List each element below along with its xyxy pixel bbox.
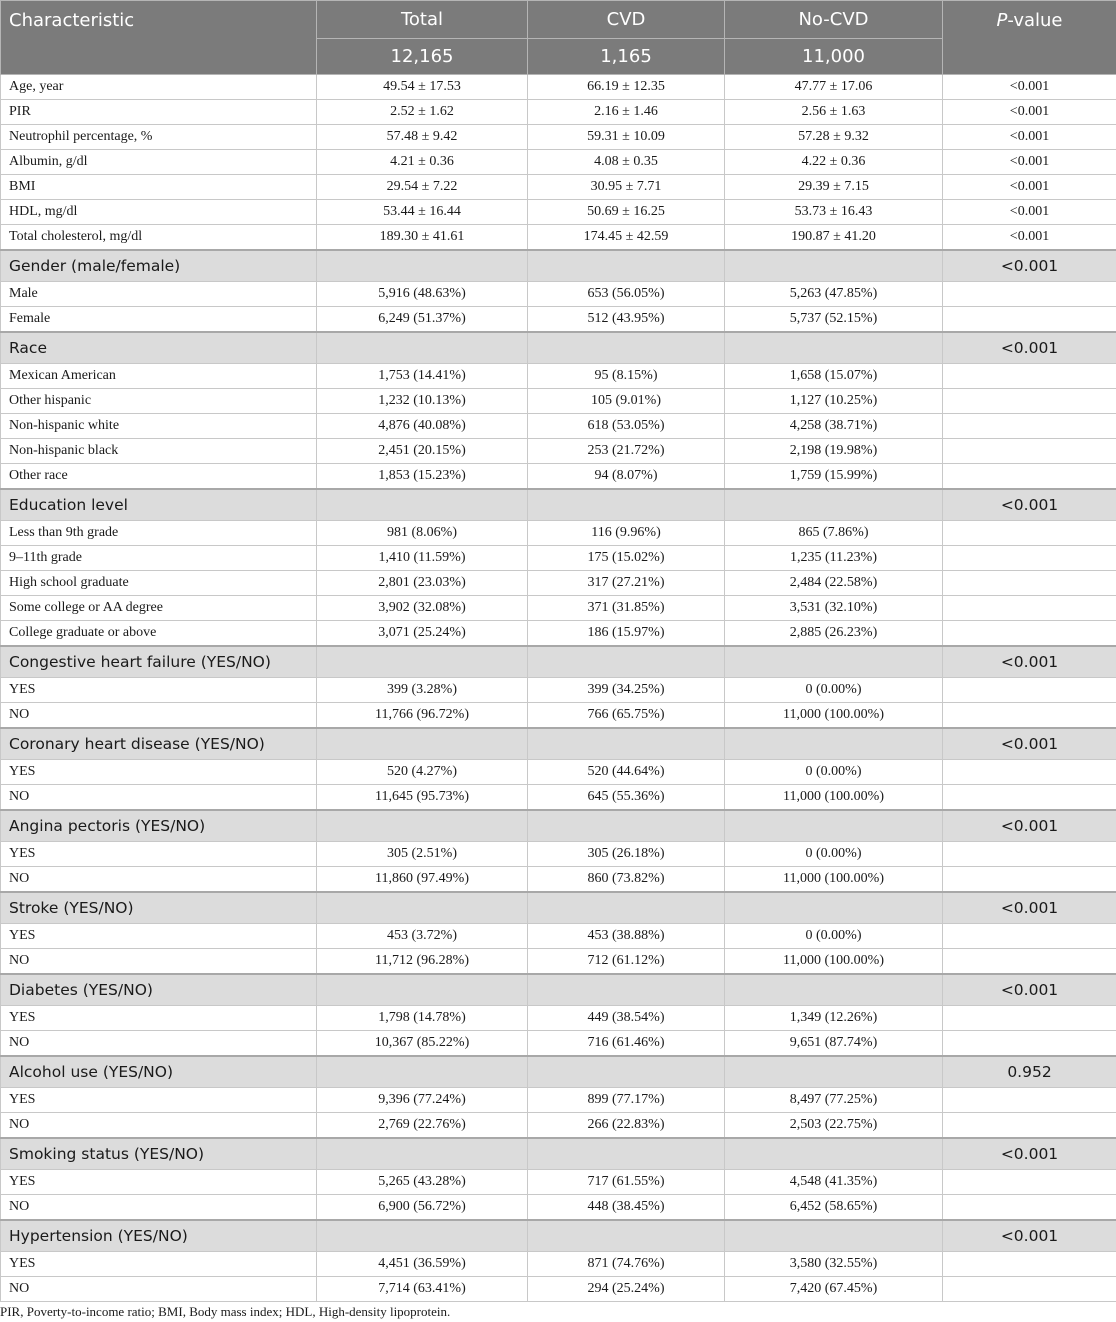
cell-no-cvd: 11,000 (100.00%) xyxy=(725,703,943,729)
cell-total: 53.44 ± 16.44 xyxy=(317,200,528,225)
cell-no-cvd: 2,198 (19.98%) xyxy=(725,439,943,464)
header-p-value xyxy=(943,1,1116,75)
cell-no-cvd: 1,127 (10.25%) xyxy=(725,389,943,414)
cell-total xyxy=(317,1138,528,1170)
cell-cvd xyxy=(528,250,725,282)
row-label: High school graduate xyxy=(1,571,317,596)
cell-no-cvd: 0 (0.00%) xyxy=(725,842,943,867)
cell-cvd: 105 (9.01%) xyxy=(528,389,725,414)
cell-no-cvd: 5,737 (52.15%) xyxy=(725,307,943,333)
section-row xyxy=(1,892,1116,924)
cell-cvd xyxy=(528,1056,725,1088)
cell-p-value xyxy=(943,546,1116,571)
cell-p-value: <0.001 xyxy=(943,125,1116,150)
row-label: BMI xyxy=(1,175,317,200)
cell-total: 4,451 (36.59%) xyxy=(317,1252,528,1277)
row-label: Stroke (YES/NO) xyxy=(1,892,317,924)
cell-p-value: <0.001 xyxy=(943,100,1116,125)
section-row xyxy=(1,1138,1116,1170)
cell-cvd: 766 (65.75%) xyxy=(528,703,725,729)
cell-total: 2.52 ± 1.62 xyxy=(317,100,528,125)
cell-p-value xyxy=(943,842,1116,867)
cell-no-cvd xyxy=(725,892,943,924)
cell-p-value xyxy=(943,1088,1116,1113)
cell-no-cvd: 6,452 (58.65%) xyxy=(725,1195,943,1221)
table-body xyxy=(1,75,1116,1302)
cell-no-cvd: 5,263 (47.85%) xyxy=(725,282,943,307)
table-row xyxy=(1,439,1116,464)
table-row xyxy=(1,703,1116,729)
cell-cvd: 30.95 ± 7.71 xyxy=(528,175,725,200)
row-label: College graduate or above xyxy=(1,621,317,647)
cell-no-cvd: 11,000 (100.00%) xyxy=(725,785,943,811)
cell-total xyxy=(317,250,528,282)
row-label: NO xyxy=(1,785,317,811)
row-label: HDL, mg/dl xyxy=(1,200,317,225)
table-row xyxy=(1,1031,1116,1057)
table-row xyxy=(1,1195,1116,1221)
cell-p-value: <0.001 xyxy=(943,250,1116,282)
cell-cvd: 186 (15.97%) xyxy=(528,621,725,647)
cell-p-value: <0.001 xyxy=(943,646,1116,678)
cell-no-cvd xyxy=(725,1138,943,1170)
cell-total: 2,801 (23.03%) xyxy=(317,571,528,596)
cell-p-value xyxy=(943,1170,1116,1195)
cell-no-cvd: 1,658 (15.07%) xyxy=(725,364,943,389)
row-label: 9–11th grade xyxy=(1,546,317,571)
cell-cvd: 712 (61.12%) xyxy=(528,949,725,975)
header-characteristic: Characteristic xyxy=(1,1,317,75)
row-label: Other hispanic xyxy=(1,389,317,414)
cell-no-cvd: 1,759 (15.99%) xyxy=(725,464,943,490)
cell-cvd: 371 (31.85%) xyxy=(528,596,725,621)
table-header xyxy=(1,1,1116,75)
row-label: Congestive heart failure (YES/NO) xyxy=(1,646,317,678)
cell-cvd: 116 (9.96%) xyxy=(528,521,725,546)
cell-cvd: 4.08 ± 0.35 xyxy=(528,150,725,175)
cell-p-value: <0.001 xyxy=(943,75,1116,100)
row-label: Gender (male/female) xyxy=(1,250,317,282)
cell-total xyxy=(317,974,528,1006)
row-label: YES xyxy=(1,678,317,703)
cell-p-value xyxy=(943,678,1116,703)
cell-total: 29.54 ± 7.22 xyxy=(317,175,528,200)
table-row xyxy=(1,867,1116,893)
table-row xyxy=(1,1113,1116,1139)
cell-cvd: 50.69 ± 16.25 xyxy=(528,200,725,225)
table-row xyxy=(1,125,1116,150)
cell-cvd: 512 (43.95%) xyxy=(528,307,725,333)
cell-total: 189.30 ± 41.61 xyxy=(317,225,528,251)
cell-cvd xyxy=(528,892,725,924)
cell-total: 1,753 (14.41%) xyxy=(317,364,528,389)
cell-p-value: <0.001 xyxy=(943,175,1116,200)
cell-cvd: 453 (38.88%) xyxy=(528,924,725,949)
cell-p-value xyxy=(943,924,1116,949)
cell-no-cvd xyxy=(725,646,943,678)
cell-no-cvd xyxy=(725,1056,943,1088)
cell-no-cvd: 2.56 ± 1.63 xyxy=(725,100,943,125)
cell-cvd: 399 (34.25%) xyxy=(528,678,725,703)
cell-p-value xyxy=(943,364,1116,389)
row-label: YES xyxy=(1,1006,317,1031)
table-row xyxy=(1,1006,1116,1031)
cell-total: 3,902 (32.08%) xyxy=(317,596,528,621)
cell-p-value: <0.001 xyxy=(943,1220,1116,1252)
cell-p-value xyxy=(943,1113,1116,1139)
cell-cvd: 305 (26.18%) xyxy=(528,842,725,867)
cell-cvd: 294 (25.24%) xyxy=(528,1277,725,1302)
table-row xyxy=(1,307,1116,333)
table-row xyxy=(1,678,1116,703)
row-label: Diabetes (YES/NO) xyxy=(1,974,317,1006)
cell-total xyxy=(317,1056,528,1088)
row-label: Smoking status (YES/NO) xyxy=(1,1138,317,1170)
cell-p-value xyxy=(943,1277,1116,1302)
table-row xyxy=(1,1170,1116,1195)
section-row xyxy=(1,646,1116,678)
cell-cvd: 448 (38.45%) xyxy=(528,1195,725,1221)
cell-no-cvd: 47.77 ± 17.06 xyxy=(725,75,943,100)
row-label: Angina pectoris (YES/NO) xyxy=(1,810,317,842)
cell-total xyxy=(317,332,528,364)
row-label: Coronary heart disease (YES/NO) xyxy=(1,728,317,760)
cell-no-cvd xyxy=(725,250,943,282)
cell-p-value xyxy=(943,1252,1116,1277)
row-label: NO xyxy=(1,703,317,729)
cell-no-cvd: 4,548 (41.35%) xyxy=(725,1170,943,1195)
header-n-cvd: 1,165 xyxy=(528,39,725,75)
cell-cvd: 716 (61.46%) xyxy=(528,1031,725,1057)
cell-p-value: 0.952 xyxy=(943,1056,1116,1088)
section-row xyxy=(1,332,1116,364)
cell-no-cvd xyxy=(725,1220,943,1252)
cell-total xyxy=(317,810,528,842)
row-label: Other race xyxy=(1,464,317,490)
cell-cvd: 175 (15.02%) xyxy=(528,546,725,571)
cell-cvd: 2.16 ± 1.46 xyxy=(528,100,725,125)
cell-p-value xyxy=(943,521,1116,546)
cell-p-value: <0.001 xyxy=(943,200,1116,225)
cell-cvd: 645 (55.36%) xyxy=(528,785,725,811)
cell-total: 11,712 (96.28%) xyxy=(317,949,528,975)
cell-cvd: 899 (77.17%) xyxy=(528,1088,725,1113)
cell-total: 11,860 (97.49%) xyxy=(317,867,528,893)
cell-total: 5,916 (48.63%) xyxy=(317,282,528,307)
table-row xyxy=(1,621,1116,647)
cell-p-value: <0.001 xyxy=(943,225,1116,251)
cell-no-cvd xyxy=(725,728,943,760)
cell-p-value: <0.001 xyxy=(943,489,1116,521)
cell-cvd xyxy=(528,1220,725,1252)
table-row xyxy=(1,596,1116,621)
cell-p-value xyxy=(943,1031,1116,1057)
cell-cvd xyxy=(528,332,725,364)
table-row xyxy=(1,1252,1116,1277)
table-row xyxy=(1,464,1116,490)
cell-total: 7,714 (63.41%) xyxy=(317,1277,528,1302)
table-row xyxy=(1,924,1116,949)
cell-no-cvd: 7,420 (67.45%) xyxy=(725,1277,943,1302)
cell-total: 2,451 (20.15%) xyxy=(317,439,528,464)
cell-total xyxy=(317,892,528,924)
cell-total xyxy=(317,728,528,760)
cell-p-value: <0.001 xyxy=(943,892,1116,924)
row-label: Hypertension (YES/NO) xyxy=(1,1220,317,1252)
row-label: Less than 9th grade xyxy=(1,521,317,546)
cell-p-value xyxy=(943,307,1116,333)
cell-total: 3,071 (25.24%) xyxy=(317,621,528,647)
cell-total: 981 (8.06%) xyxy=(317,521,528,546)
cell-total: 1,410 (11.59%) xyxy=(317,546,528,571)
row-label: NO xyxy=(1,1195,317,1221)
row-label: NO xyxy=(1,949,317,975)
cell-total: 1,798 (14.78%) xyxy=(317,1006,528,1031)
cell-p-value: <0.001 xyxy=(943,332,1116,364)
table-row xyxy=(1,760,1116,785)
cell-no-cvd: 53.73 ± 16.43 xyxy=(725,200,943,225)
cell-cvd xyxy=(528,728,725,760)
cell-total: 49.54 ± 17.53 xyxy=(317,75,528,100)
cell-no-cvd: 57.28 ± 9.32 xyxy=(725,125,943,150)
table-row xyxy=(1,546,1116,571)
section-row xyxy=(1,489,1116,521)
cell-p-value xyxy=(943,785,1116,811)
cell-p-value xyxy=(943,439,1116,464)
row-label: NO xyxy=(1,1277,317,1302)
row-label: Age, year xyxy=(1,75,317,100)
row-label: Neutrophil percentage, % xyxy=(1,125,317,150)
cell-cvd: 449 (38.54%) xyxy=(528,1006,725,1031)
cell-total: 57.48 ± 9.42 xyxy=(317,125,528,150)
cell-cvd: 266 (22.83%) xyxy=(528,1113,725,1139)
cell-p-value: <0.001 xyxy=(943,728,1116,760)
table-row xyxy=(1,949,1116,975)
cell-p-value: <0.001 xyxy=(943,810,1116,842)
cell-p-value xyxy=(943,867,1116,893)
cell-cvd xyxy=(528,810,725,842)
cell-p-value xyxy=(943,414,1116,439)
cell-total: 399 (3.28%) xyxy=(317,678,528,703)
cell-no-cvd: 2,484 (22.58%) xyxy=(725,571,943,596)
cell-cvd: 95 (8.15%) xyxy=(528,364,725,389)
cell-total xyxy=(317,646,528,678)
cell-total: 1,853 (15.23%) xyxy=(317,464,528,490)
cell-cvd: 317 (27.21%) xyxy=(528,571,725,596)
header-total: Total xyxy=(317,1,528,39)
table-row xyxy=(1,389,1116,414)
section-row xyxy=(1,1056,1116,1088)
cell-cvd xyxy=(528,974,725,1006)
row-label: PIR xyxy=(1,100,317,125)
section-row xyxy=(1,810,1116,842)
header-p-rest: -value xyxy=(1007,10,1063,31)
cell-p-value xyxy=(943,1195,1116,1221)
cell-cvd: 860 (73.82%) xyxy=(528,867,725,893)
table-row xyxy=(1,785,1116,811)
header-n-no-cvd: 11,000 xyxy=(725,39,943,75)
row-label: YES xyxy=(1,760,317,785)
table-row xyxy=(1,100,1116,125)
cell-no-cvd: 11,000 (100.00%) xyxy=(725,867,943,893)
cell-no-cvd: 1,349 (12.26%) xyxy=(725,1006,943,1031)
cell-total xyxy=(317,1220,528,1252)
cell-no-cvd: 9,651 (87.74%) xyxy=(725,1031,943,1057)
cell-cvd xyxy=(528,646,725,678)
cell-cvd: 94 (8.07%) xyxy=(528,464,725,490)
section-row xyxy=(1,974,1116,1006)
table-row xyxy=(1,282,1116,307)
cell-no-cvd: 2,885 (26.23%) xyxy=(725,621,943,647)
cell-p-value xyxy=(943,949,1116,975)
row-label: YES xyxy=(1,924,317,949)
cell-no-cvd xyxy=(725,810,943,842)
row-label: YES xyxy=(1,842,317,867)
cell-cvd: 618 (53.05%) xyxy=(528,414,725,439)
row-label: Total cholesterol, mg/dl xyxy=(1,225,317,251)
cell-cvd: 59.31 ± 10.09 xyxy=(528,125,725,150)
cell-no-cvd: 8,497 (77.25%) xyxy=(725,1088,943,1113)
cell-total: 453 (3.72%) xyxy=(317,924,528,949)
cell-total: 6,900 (56.72%) xyxy=(317,1195,528,1221)
cell-cvd: 253 (21.72%) xyxy=(528,439,725,464)
cell-no-cvd: 11,000 (100.00%) xyxy=(725,949,943,975)
cell-no-cvd: 0 (0.00%) xyxy=(725,924,943,949)
cell-no-cvd: 2,503 (22.75%) xyxy=(725,1113,943,1139)
row-label: Non-hispanic white xyxy=(1,414,317,439)
cell-no-cvd: 0 (0.00%) xyxy=(725,678,943,703)
cell-cvd: 520 (44.64%) xyxy=(528,760,725,785)
row-label: Alcohol use (YES/NO) xyxy=(1,1056,317,1088)
row-label: Female xyxy=(1,307,317,333)
cell-total: 5,265 (43.28%) xyxy=(317,1170,528,1195)
cell-total xyxy=(317,489,528,521)
header-p-italic: P xyxy=(996,10,1008,31)
cell-total: 6,249 (51.37%) xyxy=(317,307,528,333)
cell-p-value xyxy=(943,571,1116,596)
cell-no-cvd: 3,531 (32.10%) xyxy=(725,596,943,621)
row-label: YES xyxy=(1,1252,317,1277)
cell-cvd: 717 (61.55%) xyxy=(528,1170,725,1195)
row-label: Race xyxy=(1,332,317,364)
cell-p-value xyxy=(943,464,1116,490)
table-row xyxy=(1,414,1116,439)
row-label: YES xyxy=(1,1088,317,1113)
cell-no-cvd: 29.39 ± 7.15 xyxy=(725,175,943,200)
cell-total: 11,645 (95.73%) xyxy=(317,785,528,811)
cell-cvd xyxy=(528,1138,725,1170)
table-row xyxy=(1,1277,1116,1302)
table-row xyxy=(1,175,1116,200)
row-label: NO xyxy=(1,867,317,893)
table-row xyxy=(1,150,1116,175)
cell-p-value: <0.001 xyxy=(943,974,1116,1006)
cell-p-value xyxy=(943,1006,1116,1031)
row-label: Mexican American xyxy=(1,364,317,389)
cell-p-value: <0.001 xyxy=(943,150,1116,175)
section-row xyxy=(1,728,1116,760)
row-label: YES xyxy=(1,1170,317,1195)
row-label: Albumin, g/dl xyxy=(1,150,317,175)
cell-total: 520 (4.27%) xyxy=(317,760,528,785)
cell-total: 4,876 (40.08%) xyxy=(317,414,528,439)
cell-total: 305 (2.51%) xyxy=(317,842,528,867)
cell-no-cvd: 3,580 (32.55%) xyxy=(725,1252,943,1277)
row-label: NO xyxy=(1,1113,317,1139)
row-label: Education level xyxy=(1,489,317,521)
cell-no-cvd: 865 (7.86%) xyxy=(725,521,943,546)
header-cvd: CVD xyxy=(528,1,725,39)
cell-total: 2,769 (22.76%) xyxy=(317,1113,528,1139)
table-row xyxy=(1,225,1116,251)
cell-no-cvd xyxy=(725,332,943,364)
cell-total: 11,766 (96.72%) xyxy=(317,703,528,729)
cell-cvd: 871 (74.76%) xyxy=(528,1252,725,1277)
cell-p-value xyxy=(943,621,1116,647)
row-label: Non-hispanic black xyxy=(1,439,317,464)
cell-p-value xyxy=(943,389,1116,414)
cell-no-cvd xyxy=(725,974,943,1006)
table-row xyxy=(1,521,1116,546)
cell-no-cvd: 4.22 ± 0.36 xyxy=(725,150,943,175)
cell-total: 4.21 ± 0.36 xyxy=(317,150,528,175)
table-row xyxy=(1,75,1116,100)
section-row xyxy=(1,250,1116,282)
cell-cvd: 174.45 ± 42.59 xyxy=(528,225,725,251)
cell-p-value xyxy=(943,282,1116,307)
cell-cvd: 653 (56.05%) xyxy=(528,282,725,307)
cell-cvd xyxy=(528,489,725,521)
cell-p-value xyxy=(943,703,1116,729)
table-row xyxy=(1,1088,1116,1113)
cell-no-cvd: 0 (0.00%) xyxy=(725,760,943,785)
header-n-total: 12,165 xyxy=(317,39,528,75)
cell-p-value xyxy=(943,760,1116,785)
row-label: NO xyxy=(1,1031,317,1057)
table-row xyxy=(1,842,1116,867)
table-row xyxy=(1,571,1116,596)
cell-no-cvd: 4,258 (38.71%) xyxy=(725,414,943,439)
cell-total: 1,232 (10.13%) xyxy=(317,389,528,414)
cell-total: 9,396 (77.24%) xyxy=(317,1088,528,1113)
row-label: Some college or AA degree xyxy=(1,596,317,621)
table-row xyxy=(1,200,1116,225)
section-row xyxy=(1,1220,1116,1252)
cell-total: 10,367 (85.22%) xyxy=(317,1031,528,1057)
table-footnote: PIR, Poverty-to-income ratio; BMI, Body mass index; HDL, High-density lipoprotein. xyxy=(0,1304,451,1319)
cell-p-value: <0.001 xyxy=(943,1138,1116,1170)
header-no-cvd: No-CVD xyxy=(725,1,943,39)
table-row xyxy=(1,364,1116,389)
cell-no-cvd: 1,235 (11.23%) xyxy=(725,546,943,571)
row-label: Male xyxy=(1,282,317,307)
cell-cvd: 66.19 ± 12.35 xyxy=(528,75,725,100)
cell-no-cvd: 190.87 ± 41.20 xyxy=(725,225,943,251)
cell-p-value xyxy=(943,596,1116,621)
cell-no-cvd xyxy=(725,489,943,521)
